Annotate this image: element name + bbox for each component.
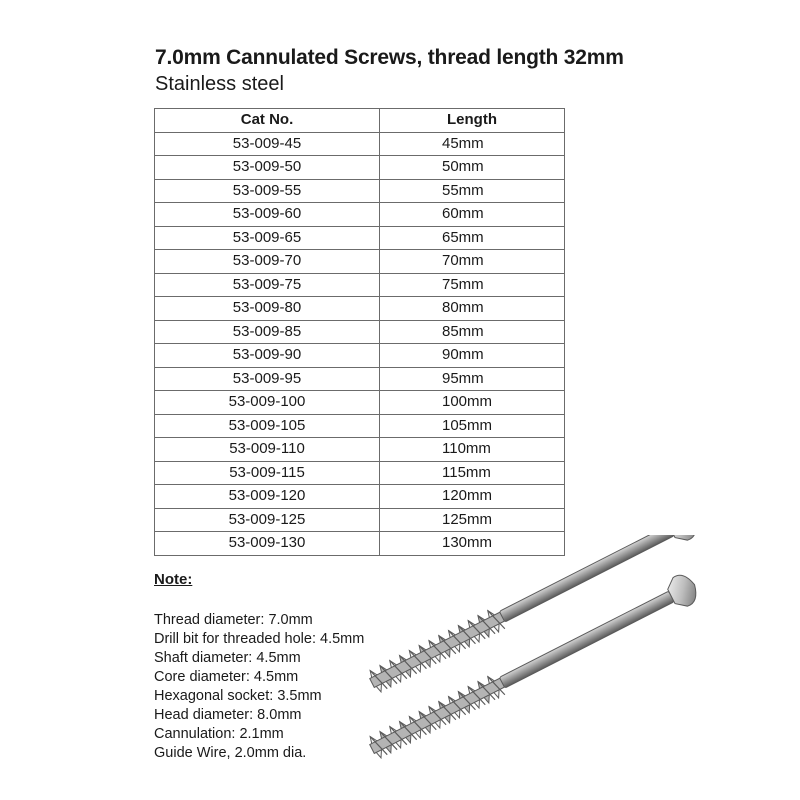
cat-no-cell: 53-009-115 <box>155 461 380 485</box>
length-cell: 80mm <box>380 297 565 321</box>
cat-no-cell: 53-009-80 <box>155 297 380 321</box>
table-row <box>155 367 565 391</box>
table-row <box>155 485 565 509</box>
table-row <box>155 226 565 250</box>
cat-no-cell: 53-009-90 <box>155 344 380 368</box>
table-row <box>155 461 565 485</box>
table-row <box>155 203 565 227</box>
length-cell: 95mm <box>380 367 565 391</box>
cat-no-cell: 53-009-75 <box>155 273 380 297</box>
cat-no-cell: 53-009-120 <box>155 485 380 509</box>
note-item: Core diameter: 4.5mm <box>154 669 299 685</box>
cat-no-cell: 53-009-60 <box>155 203 380 227</box>
table-row <box>155 132 565 156</box>
table-row <box>155 414 565 438</box>
cat-no-cell: 53-009-125 <box>155 508 380 532</box>
cat-no-cell: 53-009-130 <box>155 532 380 556</box>
length-cell: 115mm <box>380 461 565 485</box>
table-row <box>155 391 565 415</box>
length-cell: 105mm <box>380 414 565 438</box>
table-row <box>155 273 565 297</box>
table-row <box>155 344 565 368</box>
length-cell: 75mm <box>380 273 565 297</box>
note-item: Guide Wire, 2.0mm dia. <box>154 745 307 761</box>
table-row <box>155 297 565 321</box>
length-cell: 125mm <box>380 508 565 532</box>
cat-no-cell: 53-009-45 <box>155 132 380 156</box>
note-item: Shaft diameter: 4.5mm <box>154 650 301 666</box>
column-header-cat-no: Cat No. <box>155 109 380 133</box>
page-title: 7.0mm Cannulated Screws, thread length 32mm <box>155 46 624 69</box>
length-cell: 50mm <box>380 156 565 180</box>
cat-no-cell: 53-009-70 <box>155 250 380 274</box>
column-header-length: Length <box>380 109 565 133</box>
length-cell: 70mm <box>380 250 565 274</box>
note-item: Drill bit for threaded hole: 4.5mm <box>154 631 365 647</box>
cat-no-cell: 53-009-50 <box>155 156 380 180</box>
length-cell: 110mm <box>380 438 565 462</box>
note-item: Cannulation: 2.1mm <box>154 726 284 742</box>
cat-no-cell: 53-009-110 <box>155 438 380 462</box>
length-cell: 120mm <box>380 485 565 509</box>
length-cell: 100mm <box>380 391 565 415</box>
cat-no-cell: 53-009-95 <box>155 367 380 391</box>
note-item: Head diameter: 8.0mm <box>154 707 302 723</box>
cat-no-cell: 53-009-85 <box>155 320 380 344</box>
table-row <box>155 156 565 180</box>
length-cell: 45mm <box>380 132 565 156</box>
table-row <box>155 320 565 344</box>
screw-head <box>664 570 702 611</box>
length-cell: 90mm <box>380 344 565 368</box>
cat-no-cell: 53-009-105 <box>155 414 380 438</box>
table-row <box>155 438 565 462</box>
table-header-row <box>155 109 565 133</box>
note-item: Hexagonal socket: 3.5mm <box>154 688 322 704</box>
length-cell: 65mm <box>380 226 565 250</box>
catalog-table <box>154 108 565 556</box>
table-row <box>155 508 565 532</box>
note-item: Thread diameter: 7.0mm <box>154 612 313 628</box>
note-heading: Note: <box>154 571 193 588</box>
length-cell: 85mm <box>380 320 565 344</box>
table-row <box>155 179 565 203</box>
length-cell: 60mm <box>380 203 565 227</box>
specification-notes <box>154 611 364 763</box>
cannulated-screws-image <box>340 535 740 775</box>
length-cell: 130mm <box>380 532 565 556</box>
material-subtitle: Stainless steel <box>155 73 284 95</box>
table-row <box>155 250 565 274</box>
cat-no-cell: 53-009-65 <box>155 226 380 250</box>
length-cell: 55mm <box>380 179 565 203</box>
cat-no-cell: 53-009-55 <box>155 179 380 203</box>
cat-no-cell: 53-009-100 <box>155 391 380 415</box>
